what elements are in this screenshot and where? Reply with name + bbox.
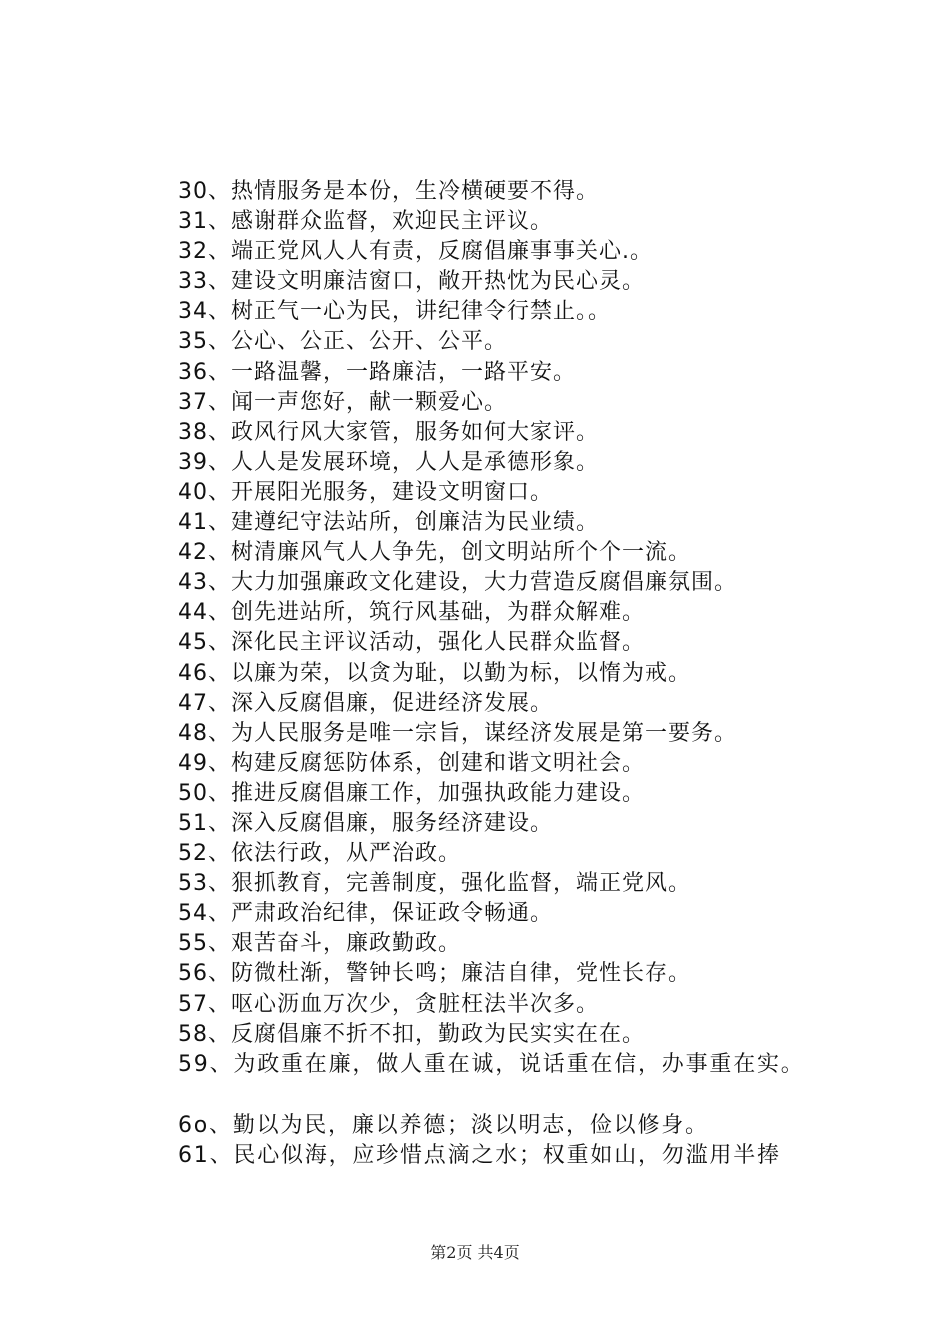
slogan-line: 44、创先进站所，筑行风基础，为群众解难。 [178, 600, 645, 626]
slogan-line: 51、深入反腐倡廉，服务经济建设。 [178, 810, 553, 836]
slogan-line: 35、公心、公正、公开、公平。 [178, 329, 507, 355]
slogan-line: 49、构建反腐惩防体系，创建和谐文明社会。 [178, 750, 645, 776]
slogan-line: 37、闻一声您好，献一颗爱心。 [178, 389, 507, 415]
slogan-line: 36、一路温馨，一路廉洁，一路平安。 [178, 359, 576, 385]
slogan-line: 61、民心似海，应珍惜点滴之水；权重如山，勿滥用半捧 [178, 1142, 781, 1168]
slogan-line: 39、人人是发展环境，人人是承德形象。 [178, 449, 599, 475]
document-body [178, 177, 898, 1171]
slogan-list-continued [178, 1111, 898, 1171]
slogan-line: 50、推进反腐倡廉工作，加强执政能力建设。 [178, 780, 645, 806]
slogan-line: 41、建遵纪守法站所，创廉洁为民业绩。 [178, 510, 599, 536]
slogan-list [178, 177, 898, 1080]
slogan-line: 33、建设文明廉洁窗口，敞开热忱为民心灵。 [178, 269, 645, 295]
slogan-line: 59、为政重在廉，做人重在诚，说话重在信，办事重在实。 [178, 1051, 805, 1077]
paragraph-gap [178, 1080, 898, 1111]
slogan-line: 54、严肃政治纪律，保证政令畅通。 [178, 901, 553, 927]
slogan-line: 58、反腐倡廉不折不扣，勤政为民实实在在。 [178, 1021, 645, 1047]
page-footer: 第2页 共4页 [430, 1243, 520, 1262]
slogan-line: 34、树正气一心为民，讲纪律令行禁止。。 [178, 299, 611, 325]
slogan-line: 48、为人民服务是唯一宗旨，谋经济发展是第一要务。 [178, 720, 737, 746]
slogan-line: 6o、勤以为民，廉以养德；淡以明志，俭以修身。 [178, 1112, 709, 1138]
slogan-line: 30、热情服务是本份，生冷横硬要不得。 [178, 179, 599, 204]
slogan-line: 43、大力加强廉政文化建设，大力营造反腐倡廉氛围。 [178, 570, 737, 596]
slogan-line: 53、狠抓教育，完善制度，强化监督，端正党风。 [178, 871, 691, 897]
slogan-line: 55、艰苦奋斗，廉政勤政。 [178, 931, 461, 957]
slogan-line: 31、感谢群众监督，欢迎民主评议。 [178, 209, 553, 235]
slogan-line: 40、开展阳光服务，建设文明窗口。 [178, 479, 553, 505]
slogan-line: 45、深化民主评议活动，强化人民群众监督。 [178, 630, 645, 656]
slogan-line: 32、端正党风人人有责，反腐倡廉事事关心.。 [178, 239, 653, 265]
slogan-line: 38、政风行风大家管，服务如何大家评。 [178, 419, 599, 445]
slogan-line: 52、依法行政，从严治政。 [178, 841, 461, 867]
slogan-line: 47、深入反腐倡廉，促进经济发展。 [178, 690, 553, 716]
slogan-line: 46、以廉为荣，以贪为耻，以勤为标，以惰为戒。 [178, 660, 691, 686]
slogan-line: 56、防微杜渐，警钟长鸣；廉洁自律，党性长存。 [178, 961, 691, 987]
slogan-line: 57、呕心沥血万次少，贪脏枉法半次多。 [178, 991, 599, 1017]
slogan-line: 42、树清廉风气人人争先，创文明站所个个一流。 [178, 540, 691, 566]
